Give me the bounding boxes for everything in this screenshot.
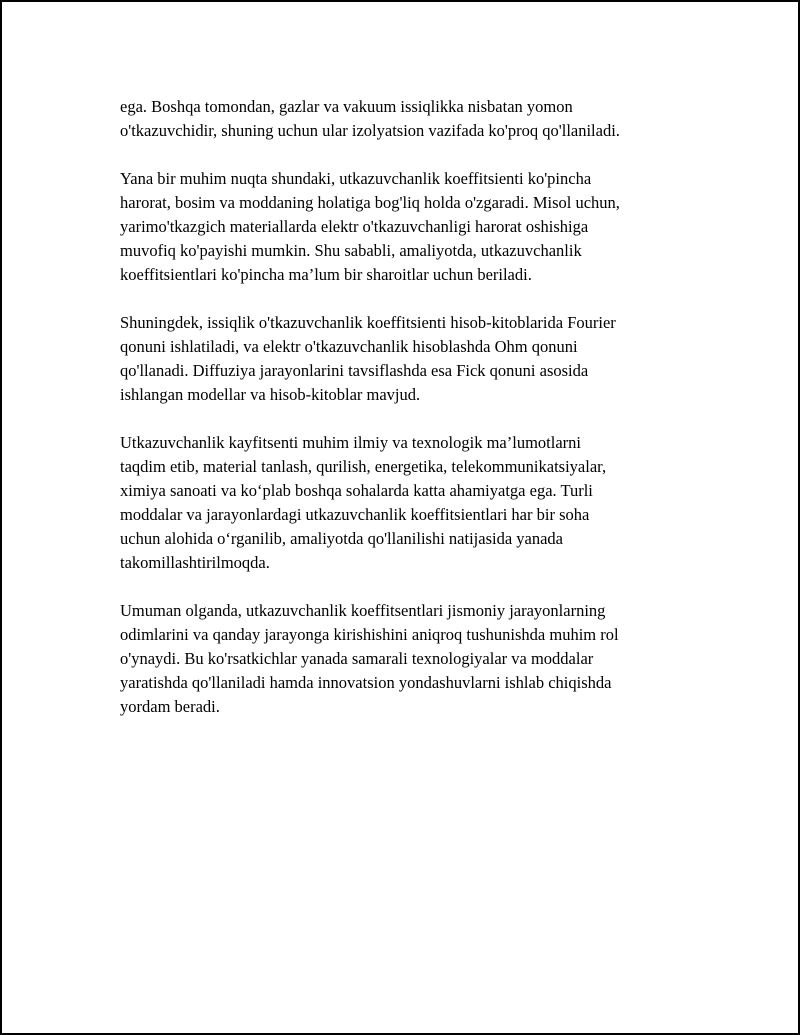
- text-line: koeffitsientlari ko'pincha ma’lum bir sharoitlar uchun beriladi.: [120, 265, 532, 284]
- text-line: o'ynaydi. Bu ko'rsatkichlar yanada samarali texnologiyalar va moddalar: [120, 649, 594, 668]
- paragraph-1: [120, 95, 720, 143]
- text-line: uchun alohida o‘rganilib, amaliyotda qo'llanilishi natijasida yanada: [120, 529, 564, 548]
- text-line: taqdim etib, material tanlash, qurilish, energetika, telekommunikatsiyalar,: [120, 457, 607, 476]
- text-line: o'tkazuvchidir, shuning uchun ular izolyatsion vazifada ko'proq qo'llaniladi.: [120, 121, 620, 140]
- text-line: yaratishda qo'llaniladi hamda innovatsion yondashuvlarni ishlab chiqishda: [120, 673, 612, 692]
- text-line: odimlarini va qanday jarayonga kirishishini aniqroq tushunishda muhim rol: [120, 625, 619, 644]
- text-line: takomillashtirilmoqda.: [120, 553, 270, 572]
- text-line: ega. Boshqa tomondan, gazlar va vakuum issiqlikka nisbatan yomon: [120, 97, 573, 116]
- paragraph-2: [120, 167, 720, 287]
- text-line: harorat, bosim va moddaning holatiga bog'liq holda o'zgaradi. Misol uchun,: [120, 193, 620, 212]
- text-line: Yana bir muhim nuqta shundaki, utkazuvchanlik koeffitsienti ko'pincha: [120, 169, 592, 188]
- text-line: Umuman olganda, utkazuvchanlik koeffitsentlari jismoniy jarayonlarning: [120, 601, 606, 620]
- text-line: ximiya sanoati va ko‘plab boshqa sohalarda katta ahamiyatga ega. Turli: [120, 481, 593, 500]
- text-line: qonuni ishlatiladi, va elektr o'tkazuvchanlik hisoblashda Ohm qonuni: [120, 337, 578, 356]
- text-line: moddalar va jarayonlardagi utkazuvchanlik koeffitsientlari har bir soha: [120, 505, 590, 524]
- text-line: yordam beradi.: [120, 697, 220, 716]
- document-body: [120, 95, 720, 743]
- paragraph-5: [120, 599, 720, 719]
- text-line: ishlangan modellar va hisob-kitoblar mavjud.: [120, 385, 421, 404]
- paragraph-4: [120, 431, 720, 575]
- text-line: muvofiq ko'payishi mumkin. Shu sababli, amaliyotda, utkazuvchanlik: [120, 241, 582, 260]
- text-line: qo'llanadi. Diffuziya jarayonlarini tavsiflashda esa Fick qonuni asosida: [120, 361, 589, 380]
- paragraph-3: [120, 311, 720, 407]
- text-line: Utkazuvchanlik kayfitsenti muhim ilmiy va texnologik ma’lumotlarni: [120, 433, 581, 452]
- text-line: yarimo'tkazgich materiallarda elektr o'tkazuvchanligi harorat oshishiga: [120, 217, 589, 236]
- text-line: Shuningdek, issiqlik o'tkazuvchanlik koeffitsienti hisob-kitoblarida Fourier: [120, 313, 616, 332]
